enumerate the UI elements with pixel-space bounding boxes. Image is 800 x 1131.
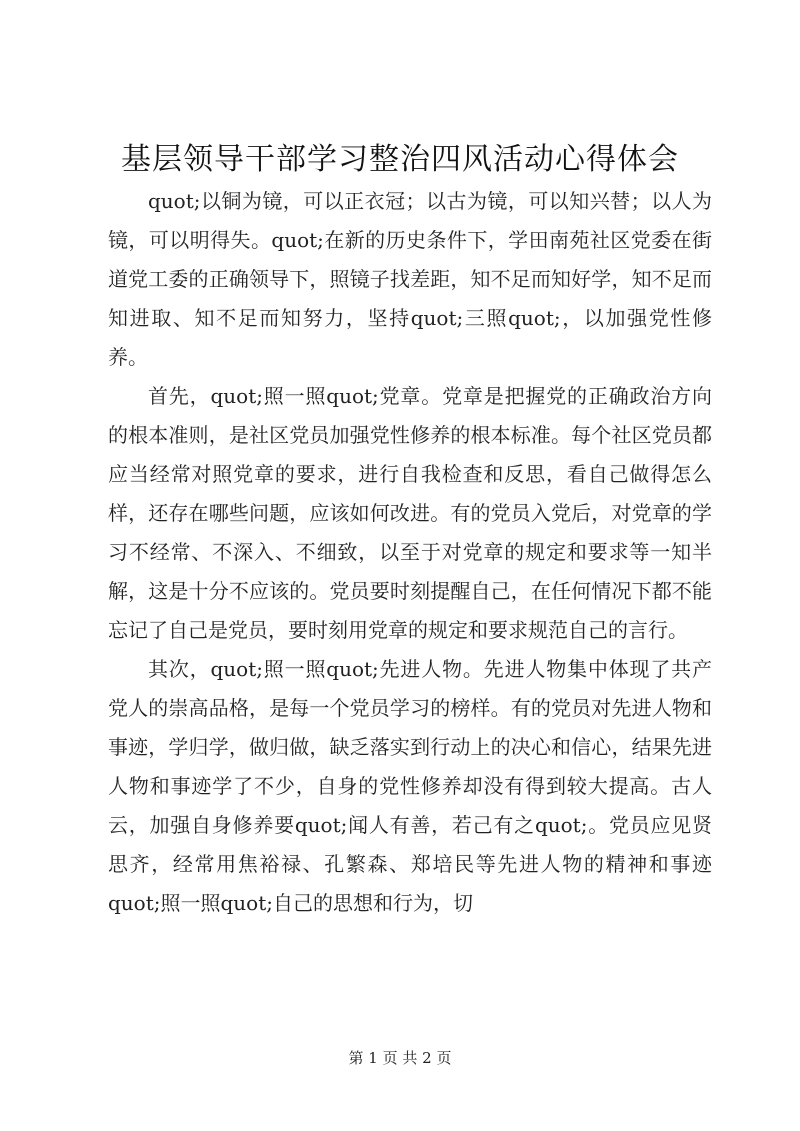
page-number-footer: 第 1 页 共 2 页: [348, 1049, 452, 1067]
document-body: [108, 182, 712, 923]
document-title: 基层领导干部学习整治四风活动心得体会: [121, 142, 679, 177]
paragraph-party-constitution: 首先，quot;照一照quot;党章。党章是把握党的正确政治方向的根本准则，是社区党员加强党性修养的根本标准。每个社区党员都应当经常对照党章的要求，进行自我检查和反思，看自己做得怎么样，还存在哪些问题，应该如何改进。有的党员入党后，对党章的学习不经常、不深入、不细致，以至于对党章的规定和要求等一知半解，这是十分不应该的。党员要时刻提醒自己，在任何情况下都不能忘记了自己是党员，要时刻用党章的规定和要求规范自己的言行。: [108, 384, 712, 642]
paragraph-advanced-figures: 其次，quot;照一照quot;先进人物。先进人物集中体现了共产党人的崇高品格，是每一个党员学习的榜样。有的党员对先进人物和事迹，学归学，做归做，缺乏落实到行动上的决心和信心，结果先进人物和事迹学了不少，自身的党性修养却没有得到较大提高。古人云，加强自身修养要quot;闻人有善，若己有之quot;。党员应见贤思齐，经常用焦裕禄、孔繁森、郑培民等先进人物的精神和事迹quot;照一照quot;自己的思想和行为，切: [108, 657, 712, 915]
paragraph-intro: quot;以铜为镜，可以正衣冠；以古为镜，可以知兴替；以人为镜，可以明得失。quot;在新的历史条件下，学田南苑社区党委在街道党工委的正确领导下，照镜子找差距，知不足而知好学，知不足而知进取、知不足而知努力，坚持quot;三照quot;，以加强党性修养。: [108, 189, 712, 369]
